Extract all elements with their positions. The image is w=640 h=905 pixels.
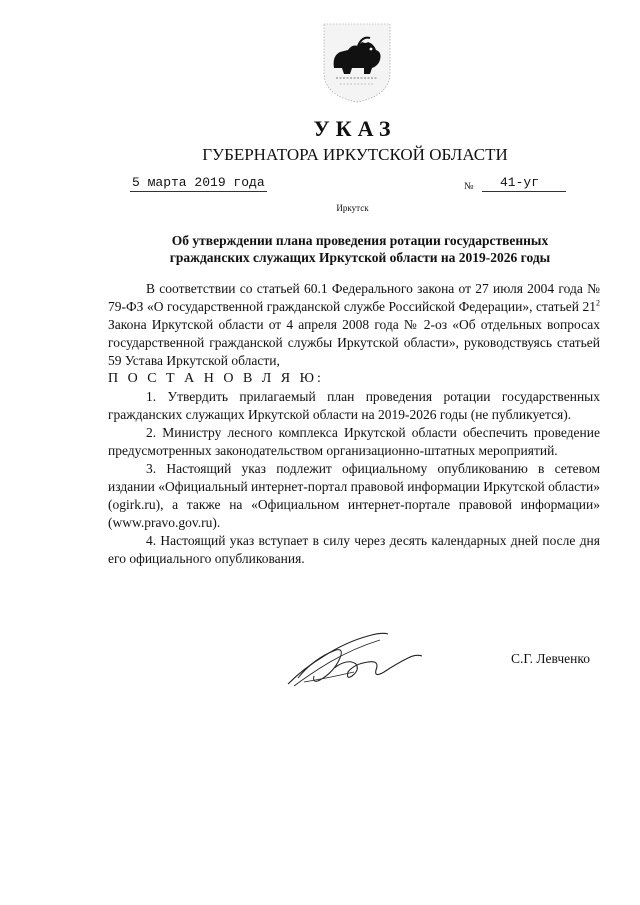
city-label: Иркутск (336, 203, 369, 213)
signer-name: С.Г. Левченко (511, 651, 590, 666)
preamble-text-2: Закона Иркутской области от 4 апреля 2008 года № 2-оз «Об отдельных вопросах государственной гражданской службы Иркутской области», руководствуясь статьей 59 Устава Иркутской области, (108, 317, 600, 368)
title-line-2: гражданских служащих Иркутской области на 2019-2026 годы (169, 250, 551, 265)
decree-item-1: 1. Утвердить прилагаемый план проведения ротации государственных гражданских служащих Иркутской области на 2019-2026 годы (не публикуется). (108, 389, 600, 422)
preamble-superscript: 2 (596, 298, 600, 308)
decree-item-3: 3. Настоящий указ подлежит официальному опубликованию в сетевом издании «Официальный интернет-портал правовой информации Иркутской области» (ogirk.ru), а также на «Официальном интернет-портале правовой информации» (www.pravo.gov.ru). (108, 461, 600, 530)
document-body (108, 280, 600, 568)
issuer-heading: ГУБЕРНАТОРА ИРКУТСКОЙ ОБЛАСТИ (202, 145, 508, 164)
preamble-paragraph (108, 280, 600, 370)
document-date: 5 марта 2019 года (132, 175, 265, 190)
coat-of-arms-icon (318, 22, 396, 104)
document-title (110, 232, 610, 266)
decree-item-2: 2. Министру лесного комплекса Иркутской области обеспечить проведение предусмотренных законодательством организационно-штатных мероприятий. (108, 425, 600, 458)
decree-item-4: 4. Настоящий указ вступает в силу через десять календарных дней после дня его официального опубликования. (108, 533, 600, 566)
number-label: № (464, 181, 474, 192)
decree-word: П О С Т А Н О В Л Я Ю: (108, 371, 324, 386)
document-type: УКАЗ (313, 116, 397, 141)
handwritten-signature (284, 628, 424, 690)
preamble-text-1: В соответствии со статьей 60.1 Федерального закона от 27 июля 2004 года № 79-ФЗ «О государственной гражданской службе Российской Федерации», статьей 21 (108, 281, 600, 314)
title-line-1: Об утверждении плана проведения ротации государственных (171, 233, 549, 248)
document-number: 41-уг (482, 175, 566, 192)
